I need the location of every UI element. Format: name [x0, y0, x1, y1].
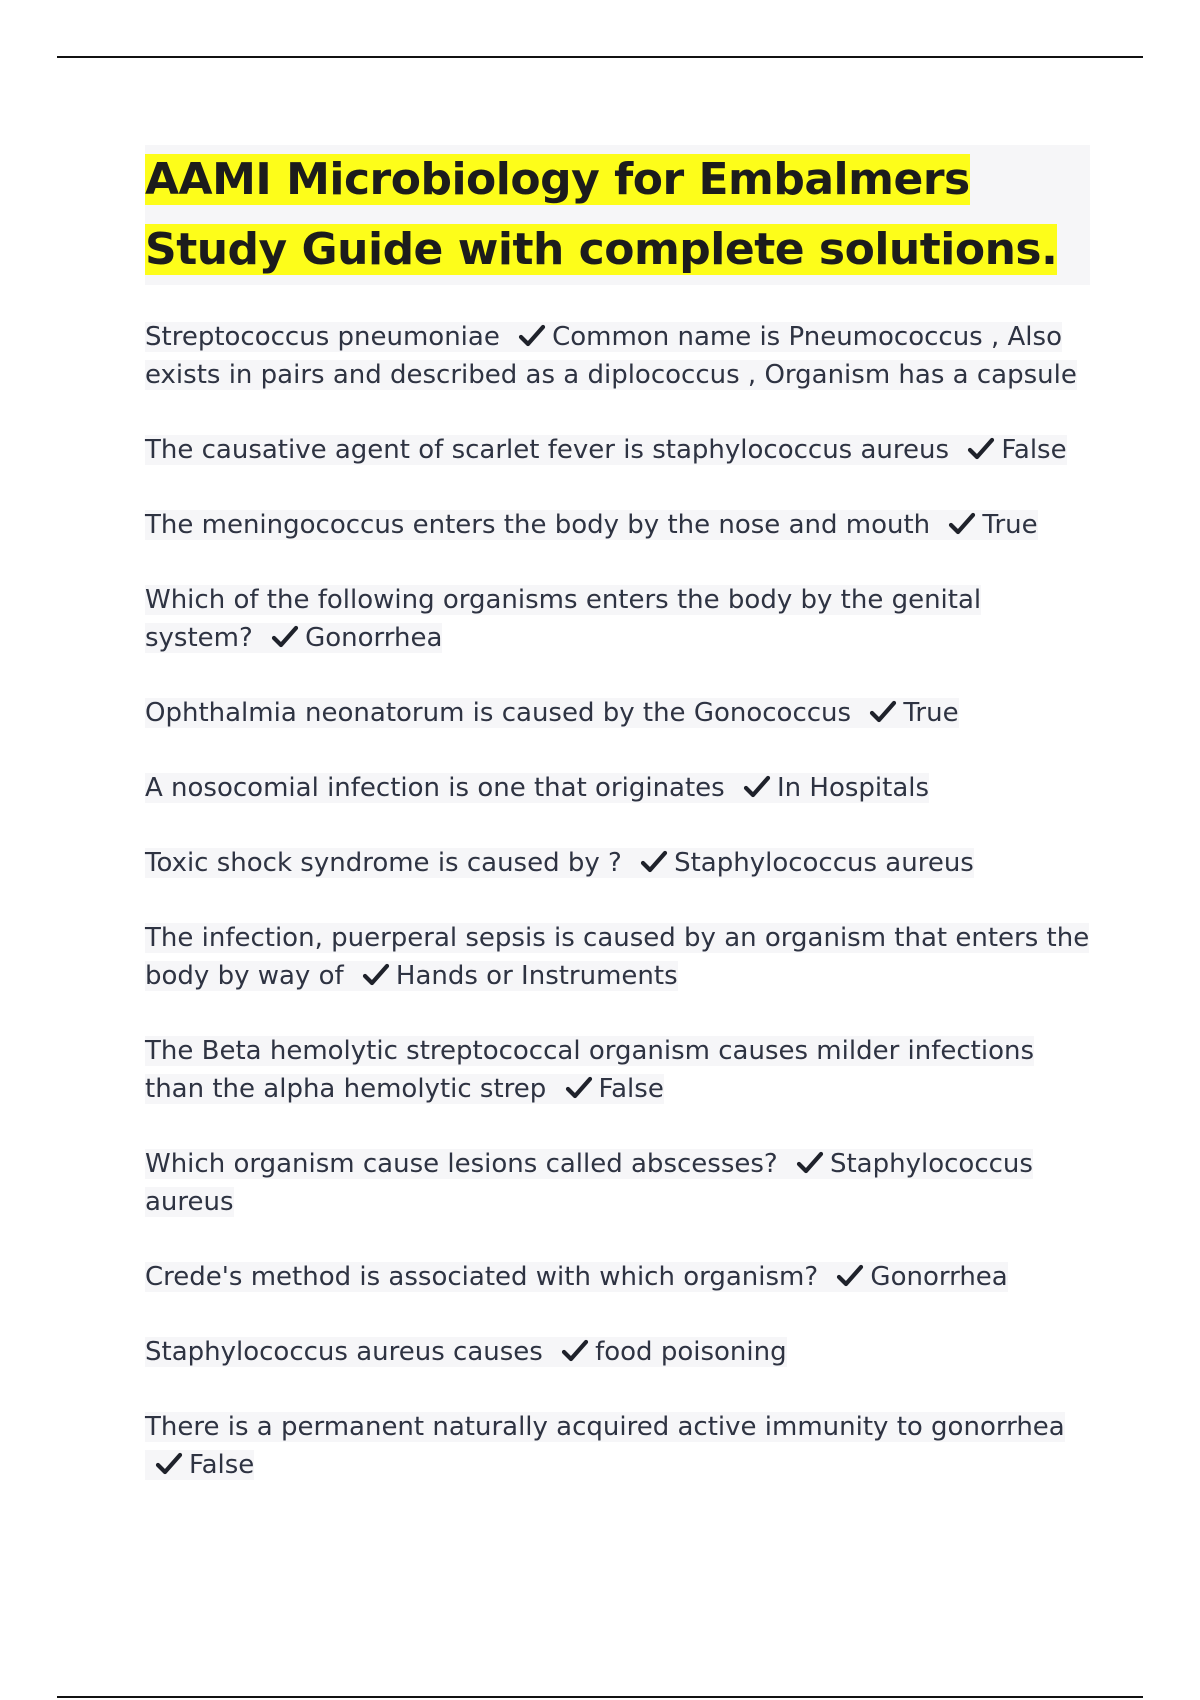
- qa-item: [145, 1333, 1090, 1371]
- page-title: [145, 145, 1090, 285]
- question-text: The causative agent of scarlet fever is staphylococcus aureus: [145, 435, 950, 465]
- question-text: Which organism cause lesions called abscesses?: [145, 1149, 778, 1179]
- answer-text: False: [189, 1450, 255, 1480]
- check-icon: [836, 1263, 864, 1289]
- check-icon: [271, 624, 299, 650]
- qa-item: [145, 506, 1090, 544]
- check-icon: [155, 1451, 183, 1477]
- check-icon: [948, 511, 976, 537]
- check-icon: [869, 699, 897, 725]
- question-text: A nosocomial infection is one that originates: [145, 773, 725, 803]
- check-icon: [565, 1075, 593, 1101]
- qa-item: [145, 1258, 1090, 1296]
- check-icon: [518, 323, 546, 349]
- qa-item: [145, 1408, 1090, 1484]
- top-divider: [57, 56, 1143, 58]
- check-icon: [796, 1150, 824, 1176]
- check-icon: [640, 849, 668, 875]
- answer-text: False: [598, 1074, 664, 1104]
- bottom-divider: [57, 1696, 1143, 1698]
- question-text: The Beta hemolytic streptococcal organism causes milder infections than the alpha hemolytic strep: [145, 1036, 1035, 1104]
- qa-item: [145, 431, 1090, 469]
- qa-item: [145, 919, 1090, 995]
- question-text: Staphylococcus aureus causes: [145, 1337, 543, 1367]
- answer-text: Gonorrhea: [870, 1262, 1008, 1292]
- question-text: Which of the following organisms enters the body by the genital system?: [145, 585, 982, 653]
- qa-item: [145, 318, 1090, 394]
- qa-item: [145, 769, 1090, 807]
- qa-item: [145, 1032, 1090, 1108]
- question-text: The infection, puerperal sepsis is caused by an organism that enters the body by way of: [145, 923, 1090, 991]
- answer-text: True: [982, 510, 1038, 540]
- question-text: Ophthalmia neonatorum is caused by the Gonococcus: [145, 698, 852, 728]
- check-icon: [561, 1338, 589, 1364]
- title-line-2: Study Guide with complete solutions.: [145, 224, 1058, 275]
- qa-item: [145, 844, 1090, 882]
- answer-text: Staphylococcus aureus: [674, 848, 974, 878]
- question-text: Toxic shock syndrome is caused by ?: [145, 848, 622, 878]
- question-text: The meningococcus enters the body by the nose and mouth: [145, 510, 931, 540]
- question-text: There is a permanent naturally acquired active immunity to gonorrhea: [145, 1412, 1065, 1442]
- qa-item: [145, 581, 1090, 657]
- answer-text: In Hospitals: [776, 773, 930, 803]
- check-icon: [967, 436, 995, 462]
- check-icon: [362, 962, 390, 988]
- answer-text: Staphylococcus aureus: [145, 1149, 1033, 1217]
- title-block: [145, 145, 1090, 285]
- qa-list: [145, 318, 1090, 1521]
- answer-text: True: [903, 698, 959, 728]
- qa-item: [145, 1145, 1090, 1221]
- qa-item: [145, 694, 1090, 732]
- question-text: Crede's method is associated with which organism?: [145, 1262, 819, 1292]
- answer-text: food poisoning: [595, 1337, 787, 1367]
- answer-text: Gonorrhea: [305, 623, 443, 653]
- title-line-1: AAMI Microbiology for Embalmers: [145, 154, 970, 205]
- answer-text: Hands or Instruments: [395, 961, 678, 991]
- check-icon: [743, 774, 771, 800]
- answer-text: False: [1001, 435, 1067, 465]
- answer-text: Common name is Pneumococcus , Also exists in pairs and described as a diplococcus , Organism has a capsule: [145, 322, 1077, 390]
- question-text: Streptococcus pneumoniae: [145, 322, 500, 352]
